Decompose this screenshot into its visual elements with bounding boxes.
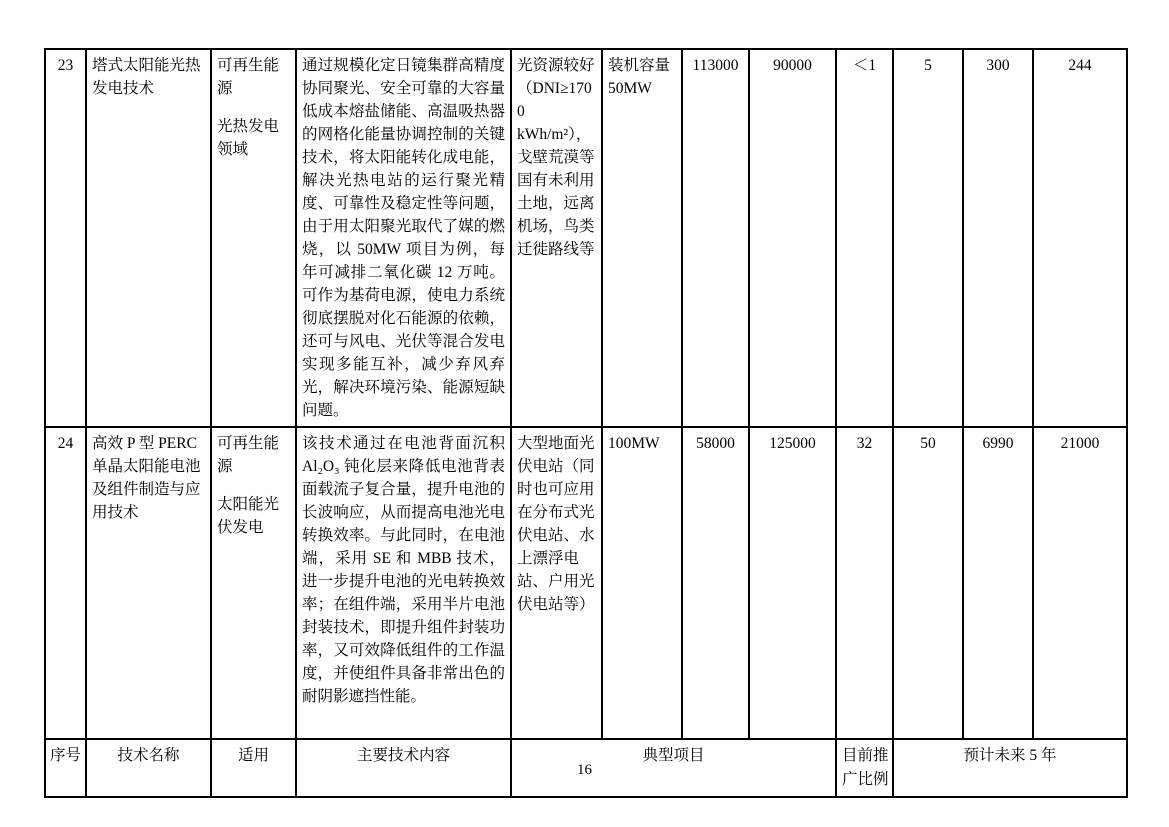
applicable-field-line1: 可再生能源 [217,435,280,475]
serial-number-cell: 23 [45,49,86,427]
project-conditions-cell: 大型地面光伏电站（同时也可应用在分布式光伏电站、水上漂浮电站、户用光伏电站等） [511,427,602,739]
main-tech-content-cell: 通过规模化定日镜集群高精度协同聚光、安全可靠的大容量低成本熔盐储能、高温吸热器的网格化能量协调控制的关键技术，将太阳能转化成电能，解决光热电站的运行聚光精度、可靠性及稳定性等问题，由于用太阳聚光取代了媒的燃烧，以 50MW 项目为例，每年可减排二氧化碳 12 万吨。可作为基荷电源，使电力系统彻底摆脱对化石能源的依赖，还可与风电、光伏等混合发电实现多能互补，减少弃风弃光，解决环境污染、能源短缺问题。 [296,49,511,427]
future-value-cell: 50 [893,427,963,739]
page-number: 16 [577,762,592,778]
promotion-ratio-cell: 32 [836,427,893,739]
header-promotion-ratio: 目前推广比例 [836,739,893,797]
applicable-field-cell [211,427,296,739]
applicable-field-line1: 可再生能源 [217,57,280,97]
project-value-cell: 90000 [749,49,836,427]
future-value-cell: 6990 [963,427,1033,739]
future-value-cell: 21000 [1033,427,1127,739]
header-future-5-years: 预计未来 5 年 [893,739,1127,797]
header-typical-project: 典型项目 [511,739,836,797]
header-serial: 序号 [45,739,86,797]
main-tech-content-cell: 该技术通过在电池背面沉积 Al₂O₃ 钝化层来降低电池背表面载流子复合量，提升电池的长波响应，从而提高电池光电转换效率。与此同时，在电池端，采用 SE 和 MBB 技术，进一步提升电池的光电转换效率；在组件端，采用半片电池封装技术，即提升组件封装功率，又可效降低组件的工作温度，并使组件具备非常出色的耐阴影遮挡性能。 [296,427,511,739]
tech-name-cell: 塔式太阳能光热发电技术 [86,49,211,427]
future-value-cell: 244 [1033,49,1127,427]
project-scale-cell: 装机容量50MW [602,49,682,427]
project-scale-cell: 100MW [602,427,682,739]
project-value-cell: 113000 [682,49,749,427]
project-value-cell: 125000 [749,427,836,739]
applicable-field-line2: 光热发电领域 [217,118,280,158]
tech-name-cell: 高效 P 型 PERC 单晶太阳能电池及组件制造与应用技术 [86,427,211,739]
header-applicable: 适用 [211,739,296,797]
project-value-cell: 58000 [682,427,749,739]
serial-number-cell: 24 [45,427,86,739]
header-tech-name: 技术名称 [86,739,211,797]
promotion-ratio-cell: ＜1 [836,49,893,427]
header-main-content: 主要技术内容 [296,739,511,797]
future-value-cell: 300 [963,49,1033,427]
applicable-field-cell [211,49,296,427]
project-conditions-cell: 光资源较好（DNI≥1700 kWh/m²），戈壁荒漠等国有未利用土地，远离机场，鸟类迁徙路线等 [511,49,602,427]
table-row-23 [45,49,1127,427]
applicable-field-line2: 太阳能光伏发电 [217,496,280,536]
table-row-24 [45,427,1127,739]
technology-table [44,48,1128,798]
future-value-cell: 5 [893,49,963,427]
